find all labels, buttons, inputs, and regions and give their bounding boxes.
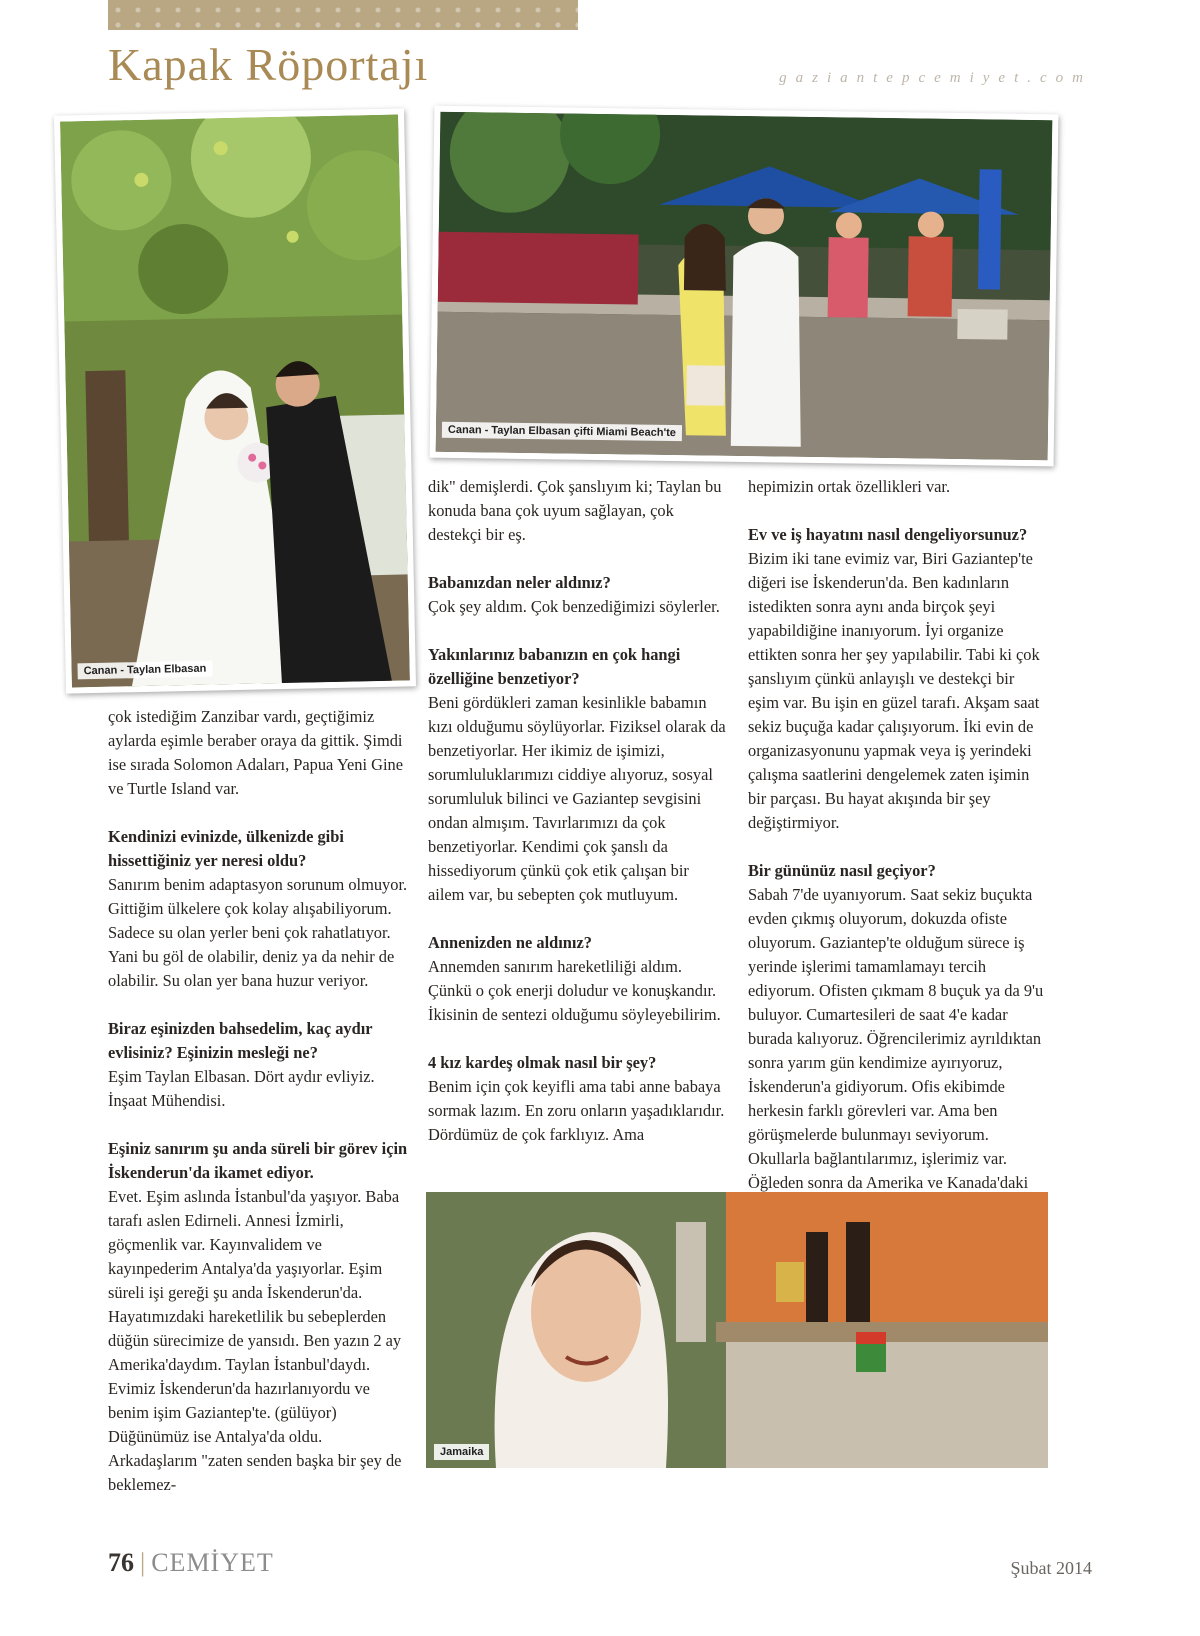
footer-divider: |: [140, 1548, 146, 1577]
interview-answer: Annemden sanırım hareketliliği aldım. Çünkü o çok enerji doludur ve konuşkandır. İkisinin de sentezi olduğumu söyleyebilirim.: [428, 957, 721, 1024]
section-title: Kapak Röportajı: [108, 39, 429, 90]
issue-date: Şubat 2014: [1010, 1558, 1092, 1578]
interview-answer: Benim için çok keyifli ama tabi anne babaya sormak lazım. En zoru onların yaşadıklarıdır. Dördümüz de çok farklıyız. Ama: [428, 1077, 725, 1144]
website-url: gaziantepcemiyet.com: [779, 70, 1092, 86]
article-column-3: [748, 475, 1048, 1219]
interview-question: Kendinizi evinizde, ülkenizde gibi hissettiğiniz yer neresi oldu?: [108, 827, 344, 870]
wedding-photo-image: [60, 115, 410, 688]
miami-photo-image: [436, 112, 1053, 461]
interview-question: Yakınlarınız babanızın en çok hangi özelliğine benzetiyor?: [428, 645, 681, 688]
interview-question: Biraz eşinizden bahsedelim, kaç aydır evlisiniz? Eşinizin mesleği ne?: [108, 1019, 373, 1062]
interview-question: Ev ve iş hayatını nasıl dengeliyorsunuz?: [748, 525, 1028, 544]
jamaica-photo: [426, 1192, 1048, 1468]
wedding-photo: [54, 108, 416, 693]
paragraph: çok istediğim Zanzibar vardı, geçtiğimiz aylarda eşimle beraber oraya da gittik. Şimdi ise sırada Solomon Adaları, Papua Yeni Gine ve Turtle Island var.: [108, 707, 403, 798]
miami-photo-caption: Canan - Taylan Elbasan çifti Miami Beach'te: [442, 422, 682, 441]
interview-answer: Bizim iki tane evimiz var, Biri Gaziantep'te diğeri ise İskenderun'da. Ben kadınların istedikten sonra aynı anda birçok şeyi yapabildiğine inanıyorum. İyi organize ettikten sonra her şey yapılabilir. Tabi ki çok şanslıyım çünkü anlayışlı ve destekçi bir eşim var. Bu işin en güzel tarafı. Akşam saat sekiz buçuğa kadar çalışıyorum. İki evin de organizasyonunu yapmak veya iş yerindeki çalışma saatlerini dengelemek zaten işimin bir parçası. Bu hayat akışında bir şey değiştirmiyor.: [748, 549, 1040, 832]
interview-answer: Evet. Eşim aslında İstanbul'da yaşıyor. Baba tarafı aslen Edirneli. Annesi İzmirli, göçmenlik var. Kayınvalidem ve kayınpederim Antalya'da yaşıyorlar. Eşim süreli işi gereği şu anda İskenderun'da. Hayatımızdaki hareketlilik bu sebeplerden düğün sürecimize de yansıdı. Ben yazın 2 ay Amerika'daydım. Taylan İstanbul'daydı. Evimiz İskenderun'da hazırlanıyordu ve benim işim Gaziantep'te. (gülüyor) Düğünümüz ise Antalya'da oldu. Arkadaşlarım "zaten senden başka bir şey de beklemez-: [108, 1187, 402, 1494]
jamaica-photo-caption: Jamaika: [434, 1444, 489, 1460]
interview-answer: Sanırım benim adaptasyon sorunum olmuyor. Gittiğim ülkelere çok kolay alışabiliyorum. Sadece su olan yerler beni çok rahatlatıyor. Yani bu göl de olabilir, deniz ya da nehir de olabilir. Su olan yer bana huzur veriyor.: [108, 875, 408, 990]
interview-question: Bir gününüz nasıl geçiyor?: [748, 861, 936, 880]
article-column-2: [428, 475, 728, 1147]
magazine-name: CEMİYET: [151, 1548, 274, 1577]
interview-answer: Çok şey aldım. Çok benzediğimizi söylerler.: [428, 597, 720, 616]
article-column-1: [108, 705, 408, 1497]
miami-photo: [430, 106, 1059, 467]
page-footer: [108, 1548, 274, 1578]
wedding-photo-caption: Canan - Taylan Elbasan: [77, 661, 212, 680]
interview-answer: Beni gördükleri zaman kesinlikle babamın kızı olduğumu söylüyorlar. Fiziksel olarak da benzetiyorlar. Her ikimiz de işimizi, sorumluluklarımızı ciddiye alıyoruz, sosyal sorumluluk bilinci ve Gaziantep sevgisini ondan almışım. Tavırlarımızı da çok benzetiyorlar. Kendimi çok şanslı da hissediyorum çünkü çok etik çalışan bir ailem var, bu sebepten çok mutluyum.: [428, 693, 726, 904]
paragraph: dik" demişlerdi. Çok şanslıyım ki; Taylan bu konuda bana çok uyum sağlayan, çok destekçi bir eş.: [428, 477, 722, 544]
page-number: 76: [108, 1548, 134, 1577]
interview-answer: Sabah 7'de uyanıyorum. Saat sekiz buçukta evden çıkmış oluyorum, dokuzda ofiste oluyorum. Gaziantep'te olduğum sürece iş yerinde işlerimi tamamlamayı tercih ediyorum. Ofisten çıkmam 8 buçuk ya da 9'u buluyor. Cumartesileri de saat 4'e kadar burada kalıyoruz. Öğrencilerimiz ayrıldıktan sonra yarım gün kendimize ayırıyoruz, İskenderun'a gidiyorum. Ofis ekibimde herkesin farklı görevleri var. Ama ben görüşmelerde bulunmayı seviyorum. Okullarla bağlantılarımız, işlerimiz var. Öğleden sonra da Amerika ve Kanada'daki: [748, 885, 1044, 1192]
interview-question: Babanızdan neler aldınız?: [428, 573, 611, 592]
interview-answer: Eşim Taylan Elbasan. Dört aydır evliyiz. İnşaat Mühendisi.: [108, 1067, 375, 1110]
interview-question: Annenizden ne aldınız?: [428, 933, 592, 952]
jamaica-photo-image: [426, 1192, 1048, 1468]
header-ornament-band: [108, 0, 578, 30]
interview-question: Eşiniz sanırım şu anda süreli bir görev için İskenderun'da ikamet ediyor.: [108, 1139, 408, 1182]
interview-question: 4 kız kardeş olmak nasıl bir şey?: [428, 1053, 657, 1072]
paragraph: hepimizin ortak özellikleri var.: [748, 477, 951, 496]
